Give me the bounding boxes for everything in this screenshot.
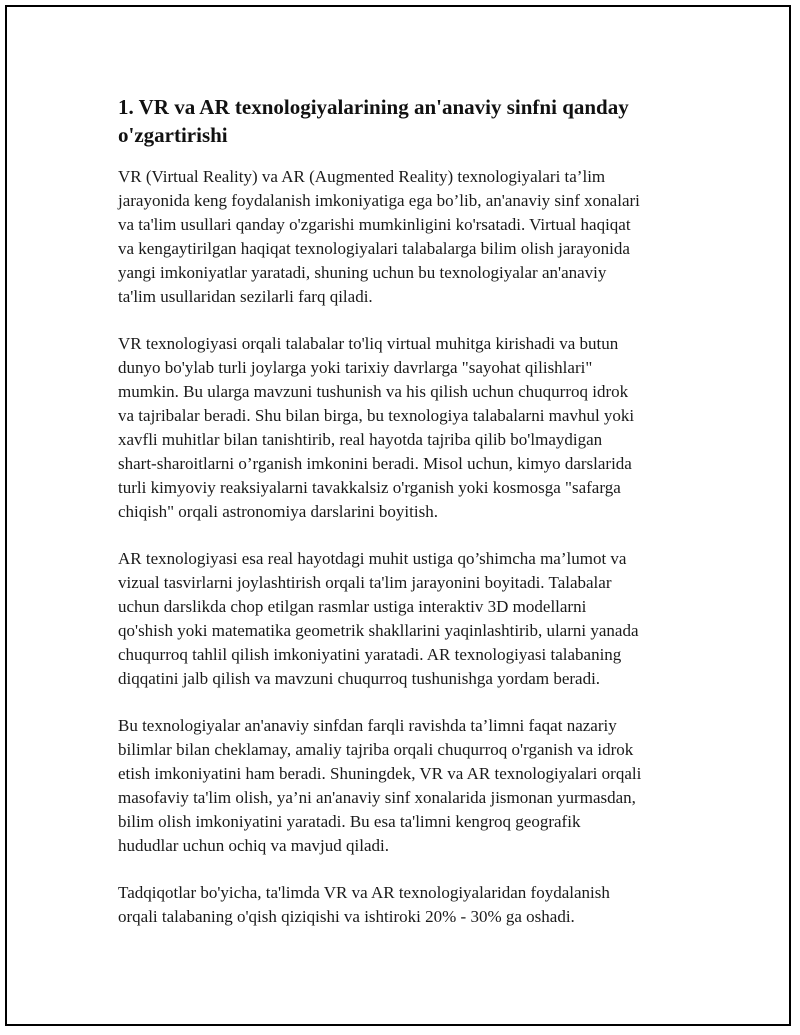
heading-line: 1. VR va AR texnologiyalarining an'anaviy sinfni qanday — [118, 95, 629, 119]
paragraph-line: va ta'lim usullari qanday o'zgarishi mumkinligini ko'rsatadi. Virtual haqiqat — [118, 215, 631, 234]
paragraph-line: jarayonida keng foydalanish imkoniyatiga ega bo’lib, an'anaviy sinf xonalari — [118, 191, 640, 210]
paragraph-line: Bu texnologiyalar an'anaviy sinfdan farqli ravishda ta’limni faqat nazariy — [118, 716, 617, 735]
paragraph — [118, 547, 698, 691]
paragraph-line: mumkin. Bu ularga mavzuni tushunish va his qilish uchun chuqurroq idrok — [118, 382, 629, 401]
paragraph — [118, 165, 698, 309]
paragraph-line: va kengaytirilgan haqiqat texnologiyalari talabalarga bilim olish jarayonida — [118, 239, 630, 258]
paragraph-line: bilimlar bilan cheklamay, amaliy tajriba orqali chuqurroq o'rganish va idrok — [118, 740, 634, 759]
paragraph-line: VR texnologiyasi orqali talabalar to'liq virtual muhitga kirishadi va butun — [118, 334, 619, 353]
paragraph-line: Tadqiqotlar bo'yicha, ta'limda VR va AR texnologiyalaridan foydalanish — [118, 883, 610, 902]
paragraph-line: hududlar uchun ochiq va mavjud qiladi. — [118, 836, 389, 855]
paragraph-line: vizual tasvirlarni joylashtirish orqali ta'lim jarayonini boyitadi. Talabalar — [118, 573, 612, 592]
paragraph-line: va tajribalar beradi. Shu bilan birga, bu texnologiya talabalarni mavhul yoki — [118, 406, 635, 425]
paragraph-line: masofaviy ta'lim olish, ya’ni an'anaviy sinf xonalarida jismonan yurmasdan, — [118, 788, 636, 807]
paragraph-line: uchun darslikda chop etilgan rasmlar ustiga interaktiv 3D modellarni — [118, 597, 587, 616]
paragraph-line: bilim olish imkoniyatini yaratadi. Bu esa ta'limni kengroq geografik — [118, 812, 581, 831]
section-heading — [118, 93, 698, 149]
paragraph-line: orqali talabaning o'qish qiziqishi va ishtiroki 20% - 30% ga oshadi. — [118, 907, 575, 926]
paragraph-line: AR texnologiyasi esa real hayotdagi muhit ustiga qo’shimcha ma’lumot va — [118, 549, 627, 568]
paragraph — [118, 714, 698, 858]
heading-line: o'zgartirishi — [118, 123, 228, 147]
paragraph-line: etish imkoniyatini ham beradi. Shuningdek, VR va AR texnologiyalari orqali — [118, 764, 642, 783]
paragraph-line: ta'lim usullaridan sezilarli farq qiladi. — [118, 287, 373, 306]
paragraph-line: VR (Virtual Reality) va AR (Augmented Reality) texnologiyalari ta’lim — [118, 167, 606, 186]
paragraph-line: chiqish" orqali astronomiya darslarini boyitish. — [118, 502, 438, 521]
paragraph-line: chuqurroq tahlil qilish imkoniyatini yaratadi. AR texnologiyasi talabaning — [118, 645, 622, 664]
paragraph — [118, 332, 698, 524]
paragraph-line: qo'shish yoki matematika geometrik shakllarini yaqinlashtirib, ularni yanada — [118, 621, 639, 640]
paragraph-line: yangi imkoniyatlar yaratadi, shuning uchun bu texnologiyalar an'anaviy — [118, 263, 607, 282]
document-body — [118, 93, 698, 952]
paragraph-line: xavfli muhitlar bilan tanishtirib, real hayotda tajriba qilib bo'lmaydigan — [118, 430, 603, 449]
paragraph-line: turli kimyoviy reaksiyalarni tavakkalsiz o'rganish yoki kosmosga "safarga — [118, 478, 621, 497]
paragraph — [118, 881, 698, 929]
paragraph-line: shart-sharoitlarni o’rganish imkonini beradi. Misol uchun, kimyo darslarida — [118, 454, 632, 473]
paragraph-line: diqqatini jalb qilish va mavzuni chuqurroq tushunishga yordam beradi. — [118, 669, 601, 688]
paragraph-line: dunyo bo'ylab turli joylarga yoki tarixiy davrlarga "sayohat qilishlari" — [118, 358, 593, 377]
